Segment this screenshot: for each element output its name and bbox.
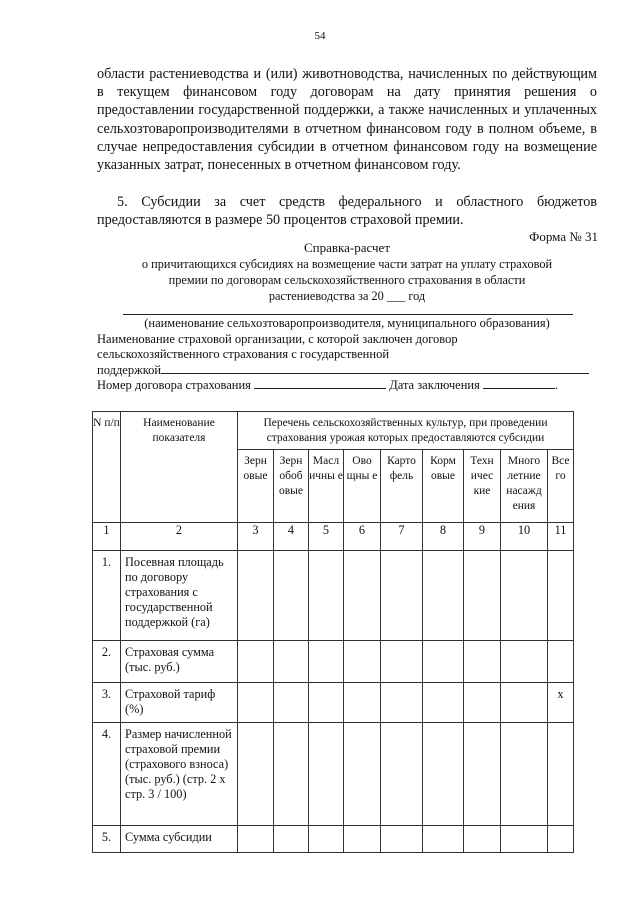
data-cell[interactable]	[344, 826, 381, 853]
row-label: Размер начисленной страховой премии (страхового взноса) (тыс. руб.) (стр. 2 x стр. 3 / 100)	[121, 723, 238, 826]
data-cell[interactable]	[238, 826, 274, 853]
data-cell[interactable]	[423, 723, 464, 826]
contract-line: Номер договора страхования Дата заключения .	[97, 378, 559, 392]
data-cell[interactable]	[274, 641, 309, 683]
header-indicator: Наименование показателя	[121, 412, 238, 523]
column-number: 6	[344, 523, 381, 551]
header-n: N п/п	[93, 412, 121, 523]
data-cell[interactable]	[548, 826, 574, 853]
data-cell[interactable]	[309, 683, 344, 723]
data-cell[interactable]	[238, 723, 274, 826]
form-subtitle-1: о причитающихся субсидиях на возмещение части затрат на уплату страховой	[141, 257, 553, 271]
insurer-line-1: Наименование страховой организации, с которой заключен договор	[97, 332, 458, 346]
producer-name-line[interactable]	[123, 314, 573, 315]
data-cell[interactable]	[423, 641, 464, 683]
table-row	[93, 641, 574, 683]
paragraph-1: области растениеводства и (или) животноводства, начисленных по действующим в текущем финансовом году договорам на дату принятия решения о предоставлении государственной поддержки, а также начисленных и уплаченных сельхозтоваропроизводителями в отчетном финансовом году в полном объеме, в случае непредоставления субсидии в отчетном финансовом году на возмещение указанных затрат, понесенных в отчетном финансовом году.	[97, 66, 597, 174]
column-number: 11	[548, 523, 574, 551]
column-number: 7	[381, 523, 423, 551]
row-label: Посевная площадь по договору страхования с государственной поддержкой (га)	[121, 551, 238, 641]
data-cell[interactable]	[501, 551, 548, 641]
row-number: 5.	[93, 826, 121, 853]
data-cell[interactable]	[344, 551, 381, 641]
header-crops-group: Перечень сельскохозяйственных культур, при проведении страхования урожая которых предоставляются субсидии	[238, 412, 574, 450]
data-cell[interactable]	[309, 723, 344, 826]
data-cell[interactable]	[274, 683, 309, 723]
crop-header: Масл ичны е	[309, 450, 344, 523]
data-cell[interactable]	[381, 551, 423, 641]
data-cell[interactable]	[381, 826, 423, 853]
data-cell[interactable]	[501, 826, 548, 853]
data-cell[interactable]	[501, 723, 548, 826]
data-cell[interactable]	[464, 641, 501, 683]
data-cell[interactable]	[344, 641, 381, 683]
data-cell[interactable]	[381, 723, 423, 826]
row-label: Сумма субсидии	[121, 826, 238, 853]
data-cell[interactable]	[423, 551, 464, 641]
data-cell[interactable]	[548, 723, 574, 826]
table-row	[93, 723, 574, 826]
data-cell[interactable]	[381, 683, 423, 723]
column-number: 2	[121, 523, 238, 551]
column-number: 3	[238, 523, 274, 551]
crop-header: Много летние насажд ения	[501, 450, 548, 523]
total-cell-mark: x	[548, 683, 574, 723]
form-subtitle-2: премии по договорам сельскохозяйственного страхования в области	[168, 273, 526, 287]
row-label: Страховая сумма (тыс. руб.)	[121, 641, 238, 683]
data-cell[interactable]	[423, 683, 464, 723]
contract-number-label: Номер договора страхования	[97, 378, 251, 392]
contract-number-blank[interactable]	[254, 377, 386, 389]
crop-header: Зерн овые	[238, 450, 274, 523]
insurer-line-3-label: поддержкой	[97, 363, 162, 377]
data-cell[interactable]	[464, 683, 501, 723]
crop-header: Все го	[548, 450, 574, 523]
crop-header: Зерн обоб овые	[274, 450, 309, 523]
insurer-line-2: сельскохозяйственного страхования с государственной	[97, 347, 390, 361]
data-cell[interactable]	[274, 551, 309, 641]
table-row	[93, 683, 574, 723]
contract-date-label: Дата заключения	[389, 378, 480, 392]
contract-date-blank[interactable]	[483, 377, 555, 389]
data-cell[interactable]	[238, 641, 274, 683]
data-cell[interactable]	[548, 551, 574, 641]
row-number: 1.	[93, 551, 121, 641]
table-row	[93, 551, 574, 641]
data-cell[interactable]	[423, 826, 464, 853]
data-cell[interactable]	[309, 551, 344, 641]
data-cell[interactable]	[548, 641, 574, 683]
data-cell[interactable]	[464, 723, 501, 826]
page-number: 54	[314, 30, 326, 42]
data-cell[interactable]	[464, 826, 501, 853]
data-cell[interactable]	[344, 683, 381, 723]
subsidy-table	[92, 411, 574, 853]
table-row	[93, 826, 574, 853]
row-number: 3.	[93, 683, 121, 723]
crop-header: Техн ичес кие	[464, 450, 501, 523]
row-number: 2.	[93, 641, 121, 683]
insurer-name-blank[interactable]	[161, 362, 589, 374]
crop-header: Корм овые	[423, 450, 464, 523]
insurer-line-3	[97, 362, 589, 378]
row-number: 4.	[93, 723, 121, 826]
data-cell[interactable]	[501, 641, 548, 683]
crop-header: Карто фель	[381, 450, 423, 523]
column-number: 8	[423, 523, 464, 551]
data-cell[interactable]	[309, 641, 344, 683]
data-cell[interactable]	[501, 683, 548, 723]
data-cell[interactable]	[309, 826, 344, 853]
data-cell[interactable]	[381, 641, 423, 683]
paragraph-2: 5. Субсидии за счет средств федерального и областного бюджетов предоставляются в размере 50 процентов страховой премии.	[97, 194, 597, 229]
column-number: 4	[274, 523, 309, 551]
form-number: Форма № 31	[529, 229, 598, 244]
crop-header: Ово щны е	[344, 450, 381, 523]
data-cell[interactable]	[274, 826, 309, 853]
producer-caption: (наименование сельхозтоваропроизводителя, муниципального образования)	[144, 316, 550, 330]
form-title-block	[97, 240, 597, 304]
column-number: 5	[309, 523, 344, 551]
form-title: Справка-расчет	[303, 240, 391, 255]
form-subtitle-3: растениеводства за 20 ___ год	[268, 289, 426, 303]
column-number: 1	[93, 523, 121, 551]
data-cell[interactable]	[464, 551, 501, 641]
row-label: Страховой тариф (%)	[121, 683, 238, 723]
column-number: 9	[464, 523, 501, 551]
data-cell[interactable]	[274, 723, 309, 826]
data-cell[interactable]	[238, 683, 274, 723]
data-cell[interactable]	[238, 551, 274, 641]
data-cell[interactable]	[344, 723, 381, 826]
column-number: 10	[501, 523, 548, 551]
